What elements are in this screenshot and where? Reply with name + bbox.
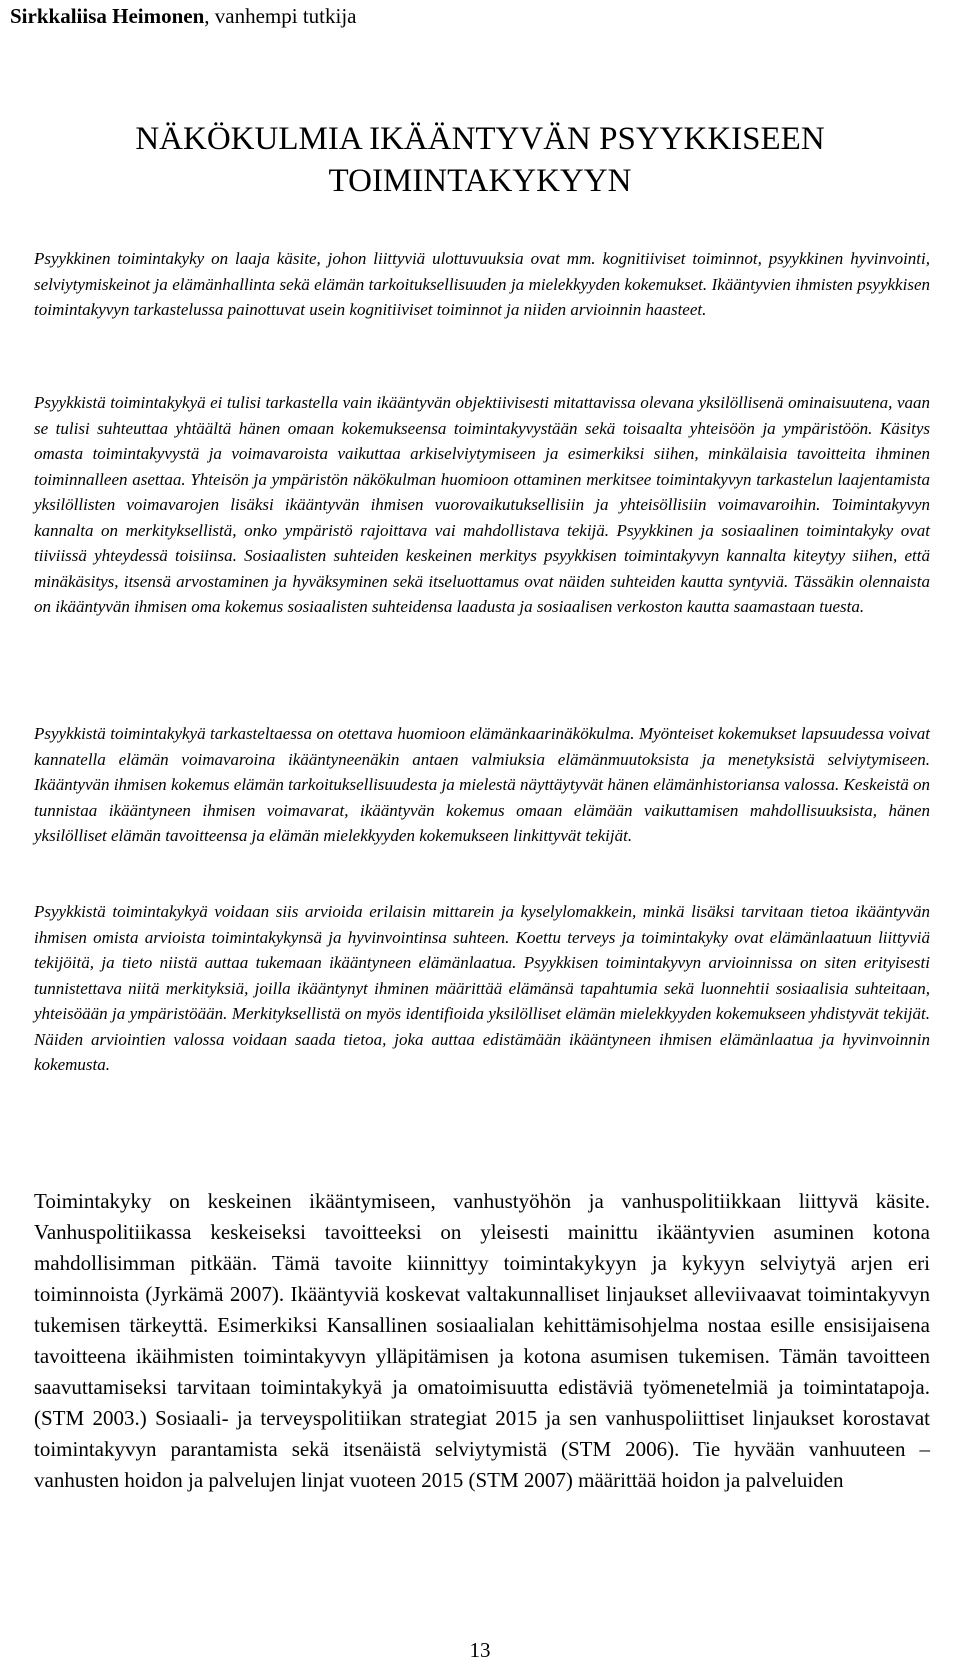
author-name: Sirkkaliisa Heimonen	[10, 4, 205, 28]
italic-paragraph-2: Psyykkistä toimintakykyä ei tulisi tarkastella vain ikääntyvän objektiivisesti mitattavissa olevana yksilöllisenä ominaisuutena, vaan se tulisi suhteuttaa yhtäältä hänen omaan kokemukseensa toimintakyvystään sekä toisaalta yhteisöön ja ympäristöön. Käsitys omasta toimintakyvystä ja voimavaroista vaikuttaa arkiselviytymiseen ja esimerkiksi siihen, minkälaisia tavoitteita ihminen toiminnalleen asettaa. Yhteisön ja ympäristön näkökulman huomioon ottaminen merkitsee toimintakyvyn tarkastelun laajentamista yksilöllisten voimavarojen lisäksi ikääntyvän ihmisen vuorovaikutuksellisiin ja yhteisöllisiin voimavaroihin. Toimintakyvyn kannalta on merkityksellistä, onko ympäristö rajoittava vai mahdollistava tekijä. Psyykkinen ja sosiaalinen toimintakyky ovat tiiviissä yhteydessä toisiinsa. Sosiaalisten suhteiden keskeinen merkitys psyykkisen toimintakyvyn kannalta kiteytyy siihen, että minäkäsitys, itsensä arvostaminen ja hyväksyminen sekä itseluottamus ovat näiden suhteiden kautta syntyviä. Tässäkin olennaista on ikääntyvän ihmisen oma kokemus sosiaalisten suhteidensa laadusta ja sosiaalisen verkoston kautta saamastaan tuesta.	[34, 393, 930, 616]
author-role: , vanhempi tutkija	[204, 4, 357, 28]
page-title: NÄKÖKULMIA IKÄÄNTYVÄN PSYYKKISEEN TOIMINTAKYKYYN	[135, 121, 825, 199]
intro-paragraph: Psyykkinen toimintakyky on laaja käsite, johon liittyviä ulottuvuuksia ovat mm. kognitiiviset toiminnot, psyykkinen hyvinvointi, selviytymiskeinot ja elämänhallinta sekä elämän tarkoituksellisuuden ja mielekkyyden kokemukset. Ikääntyvien ihmisten psyykkisen toimintakyvyn tarkastelussa painottuvat usein kognitiiviset toiminnot ja niiden arvioinnin haasteet.	[34, 249, 930, 319]
main-text-paragraph: Toimintakyky on keskeinen ikääntymiseen, vanhustyöhön ja vanhuspolitiikkaan liittyvä käsite. Vanhuspolitiikassa keskeiseksi tavoitteeksi on yleisesti mainittu ikääntyvien asuminen kotona mahdollisimman pitkään. Tämä tavoite kiinnittyy toimintakykyyn ja kykyyn selviytyä arjen eri toiminnoista (Jyrkämä 2007). Ikääntyviä koskevat valtakunnalliset linjaukset alleviivaavat toimintakyvyn tukemisen tärkeyttä. Esimerkiksi Kansallinen sosiaalialan kehittämisohjelma nostaa esille ensisijaisena tavoitteena ikäihmisten toimintakyvyn ylläpitämisen ja kotona asumisen tukemisen. Tämän tavoitteen saavuttamiseksi tarvitaan toimintakykyä ja omatoimisuutta edistäviä työmenetelmiä ja toimintatapoja. (STM 2003.) Sosiaali- ja terveyspolitiikan strategiat 2015 ja sen vanhuspoliittiset linjaukset korostavat toimintakyvyn parantamista sekä itsenäistä selviytymistä (STM 2006). Tie hyvään vanhuuteen – vanhusten hoidon ja palvelujen linjat vuoteen 2015 (STM 2007) määrittää hoidon ja palveluiden	[34, 1189, 930, 1492]
page-number: 13	[469, 1638, 491, 1662]
author-line	[10, 2, 357, 30]
italic-paragraph-3: Psyykkistä toimintakykyä tarkasteltaessa on otettava huomioon elämänkaarinäkökulma. Myönteiset kokemukset lapsuudessa voivat kannatella elämän voimavaroina ikääntyneenäkin antaen valmiuksia elämänmuutoksista ja menetyksistä selviytymiseen. Ikääntyvän ihmisen kokemus elämän tarkoituksellisuudesta ja mielestä näyttäytyvät hänen elämänhistoriansa valossa. Keskeistä on tunnistaa ikääntyneen ihmisen voimavarat, ikääntyvän kokemus omaan elämään vaikuttamisen mahdollisuuksista, hänen yksilölliset elämän tavoitteensa ja elämän mielekkyyden kokemukseen linkittyvät tekijät.	[34, 724, 930, 845]
italic-paragraph-4: Psyykkistä toimintakykyä voidaan siis arvioida erilaisin mittarein ja kyselylomakkein, minkä lisäksi tarvitaan tietoa ikääntyvän ihmisen omista arvioista toimintakykynsä ja hyvinvointinsa suhteen. Koettu terveys ja toimintakyky ovat elämänlaatuun liittyviä tekijöitä, ja tieto niistä auttaa tukemaan ikääntyneen elämänlaatua. Psyykkisen toimintakyvyn arvioinnissa on siten erityisesti tunnistettava niitä merkityksiä, joilla ikääntynyt ihminen määrittää elämänsä tapahtumia sekä luonnehtii sosiaalisia suhteitaan, yhteisöään ja ympäristöään. Merkityksellistä on myös identifioida yksilölliset elämän mielekkyyden kokemukseen yhdistyvät tekijät. Näiden arviointien valossa voidaan saada tietoa, joka auttaa edistämään ikääntyneen ihmisen elämänlaatua ja hyvinvoinnin kokemusta.	[34, 902, 930, 1074]
